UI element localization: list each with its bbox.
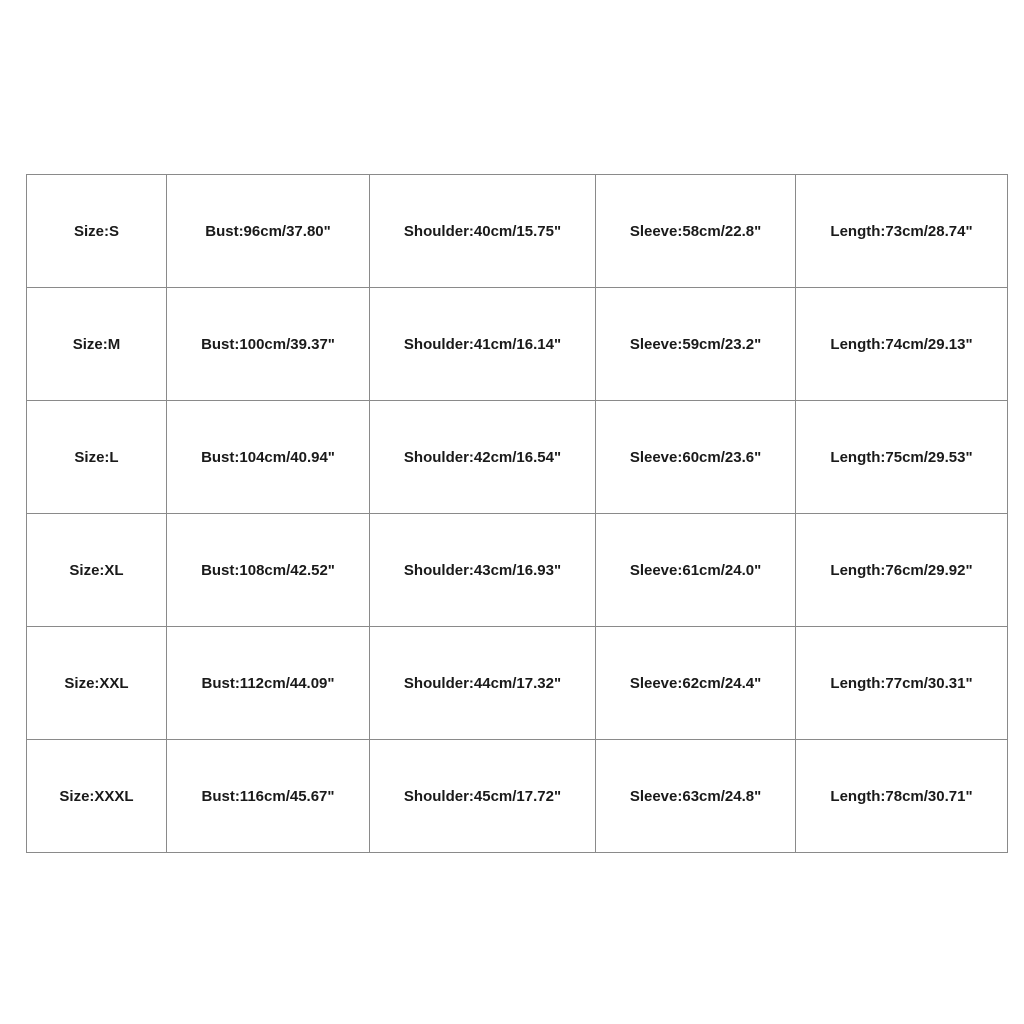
length-cell: Length:74cm/29.13" xyxy=(796,288,1008,401)
size-cell: Size:S xyxy=(27,175,167,288)
length-cell: Length:77cm/30.31" xyxy=(796,627,1008,740)
bust-cell: Bust:104cm/40.94" xyxy=(167,401,370,514)
shoulder-cell: Shoulder:41cm/16.14" xyxy=(370,288,596,401)
table-row xyxy=(27,401,1008,514)
size-cell: Size:XL xyxy=(27,514,167,627)
size-cell: Size:L xyxy=(27,401,167,514)
length-cell: Length:76cm/29.92" xyxy=(796,514,1008,627)
sleeve-cell: Sleeve:62cm/24.4" xyxy=(596,627,796,740)
sleeve-cell: Sleeve:60cm/23.6" xyxy=(596,401,796,514)
table-row xyxy=(27,740,1008,853)
size-cell: Size:XXL xyxy=(27,627,167,740)
size-cell: Size:M xyxy=(27,288,167,401)
bust-cell: Bust:112cm/44.09" xyxy=(167,627,370,740)
table-row xyxy=(27,514,1008,627)
sleeve-cell: Sleeve:58cm/22.8" xyxy=(596,175,796,288)
bust-cell: Bust:116cm/45.67" xyxy=(167,740,370,853)
shoulder-cell: Shoulder:42cm/16.54" xyxy=(370,401,596,514)
table-row xyxy=(27,627,1008,740)
sleeve-cell: Sleeve:61cm/24.0" xyxy=(596,514,796,627)
length-cell: Length:78cm/30.71" xyxy=(796,740,1008,853)
sleeve-cell: Sleeve:59cm/23.2" xyxy=(596,288,796,401)
shoulder-cell: Shoulder:43cm/16.93" xyxy=(370,514,596,627)
size-chart-table xyxy=(26,174,1008,853)
shoulder-cell: Shoulder:44cm/17.32" xyxy=(370,627,596,740)
length-cell: Length:75cm/29.53" xyxy=(796,401,1008,514)
table-row xyxy=(27,288,1008,401)
size-cell: Size:XXXL xyxy=(27,740,167,853)
shoulder-cell: Shoulder:45cm/17.72" xyxy=(370,740,596,853)
bust-cell: Bust:96cm/37.80" xyxy=(167,175,370,288)
sleeve-cell: Sleeve:63cm/24.8" xyxy=(596,740,796,853)
bust-cell: Bust:100cm/39.37" xyxy=(167,288,370,401)
length-cell: Length:73cm/28.74" xyxy=(796,175,1008,288)
bust-cell: Bust:108cm/42.52" xyxy=(167,514,370,627)
shoulder-cell: Shoulder:40cm/15.75" xyxy=(370,175,596,288)
table-row xyxy=(27,175,1008,288)
